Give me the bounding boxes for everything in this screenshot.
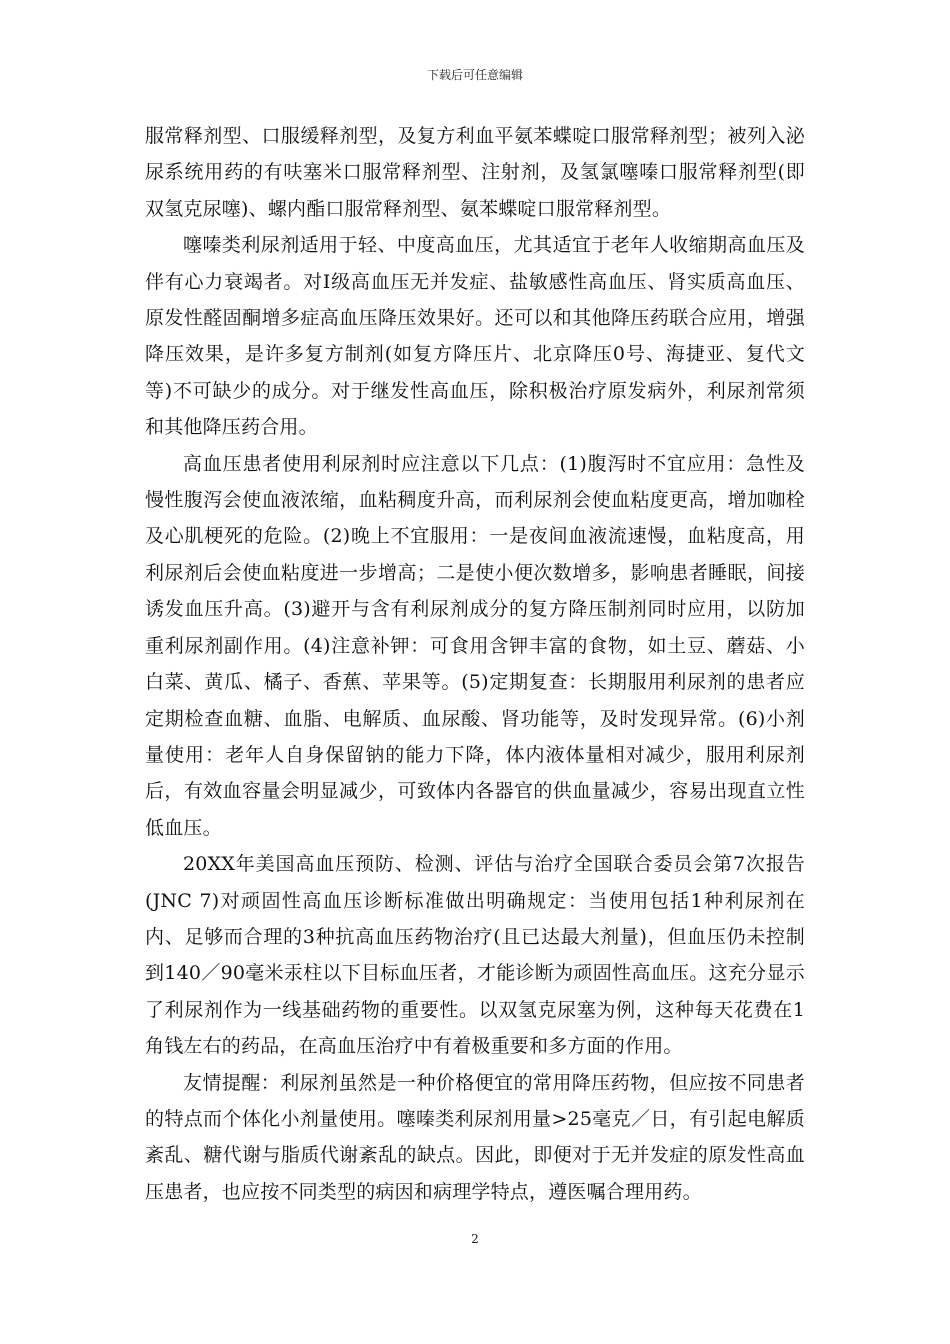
paragraph-3: 高血压患者使用利尿剂时应注意以下几点：(1)腹泻时不宜应用：急性及慢性腹泻会使血液浓缩，血粘稠度升高，而利尿剂会使血粘度更高，增加咖栓及心肌梗死的危险。(2)晚上不宜服用：一是夜间血液流速慢，血粘度高，用利尿剂后会使血粘度进一步增高；二是使小便次数增多，影响患者睡眠，间接诱发血压升高。(3)避开与含有利尿剂成分的复方降压制剂同时应用，以防加重利尿剂副作用。(4)注意补钾：可食用含钾丰富的食物，如土豆、蘑菇、小白菜、黄瓜、橘子、香蕉、苹果等。(5)定期复查：长期服用利尿剂的患者应定期检查血糖、血脂、电解质、血尿酸、肾功能等，及时发现异常。(6)小剂量使用：老年人自身保留钠的能力下降，体内液体量相对减少，服用利尿剂后，有效血容量会明显减少，可致体内各器官的供血量减少，容易出现直立性低血压。 — [145, 452, 805, 839]
paragraph-4: 20XX年美国高血压预防、检测、评估与治疗全国联合委员会第7次报告(JNC 7)对顽固性高血压诊断标准做出明确规定：当使用包括1种利尿剂在内、足够而合理的3种抗高血压药物治疗(且已达最大剂量)，但血压仍未控制到140／90毫米汞柱以下目标血压者，才能诊断为顽固性高血压。这充分显示了利尿剂作为一线基础药物的重要性。以双氢克尿塞为例，这种每天花费在1角钱左右的药品，在高血压治疗中有着极重要和多方面的作用。 — [145, 853, 805, 1058]
paragraph-5: 友情提醒：利尿剂虽然是一种价格便宜的常用降压药物，但应按不同患者的特点而个体化小剂量使用。噻嗪类利尿剂用量>25毫克／日，有引起电解质紊乱、糖代谢与脂质代谢紊乱的缺点。因此，即便对于无并发症的原发性高血压患者，也应按不同类型的病因和病理学特点，遵医嘱合理用药。 — [145, 1071, 805, 1203]
document-body — [145, 118, 805, 1210]
paragraph-2: 噻嗪类利尿剂适用于轻、中度高血压，尤其适宜于老年人收缩期高血压及伴有心力衰竭者。对Ⅰ级高血压无并发症、盐敏感性高血压、肾实质高血压、原发性醛固酮增多症高血压降压效果好。还可以和其他降压药联合应用，增强降压效果，是许多复方制剂(如复方降压片、北京降压0号、海捷亚、复代文等)不可缺少的成分。对于继发性高血压，除积极治疗原发病外，利尿剂常须和其他降压药合用。 — [145, 234, 805, 439]
page-header: 下载后可任意编辑 — [426, 68, 523, 82]
page-number: 2 — [471, 1232, 479, 1246]
paragraph-1: 服常释剂型、口服缓释剂型，及复方利血平氨苯蝶啶口服常释剂型；被列入泌尿系统用药的有呋塞米口服常释剂型、注射剂，及氢氯噻嗪口服常释剂型(即双氢克尿噻)、螺内酯口服常释剂型、氨苯蝶啶口服常释剂型。 — [145, 125, 805, 220]
